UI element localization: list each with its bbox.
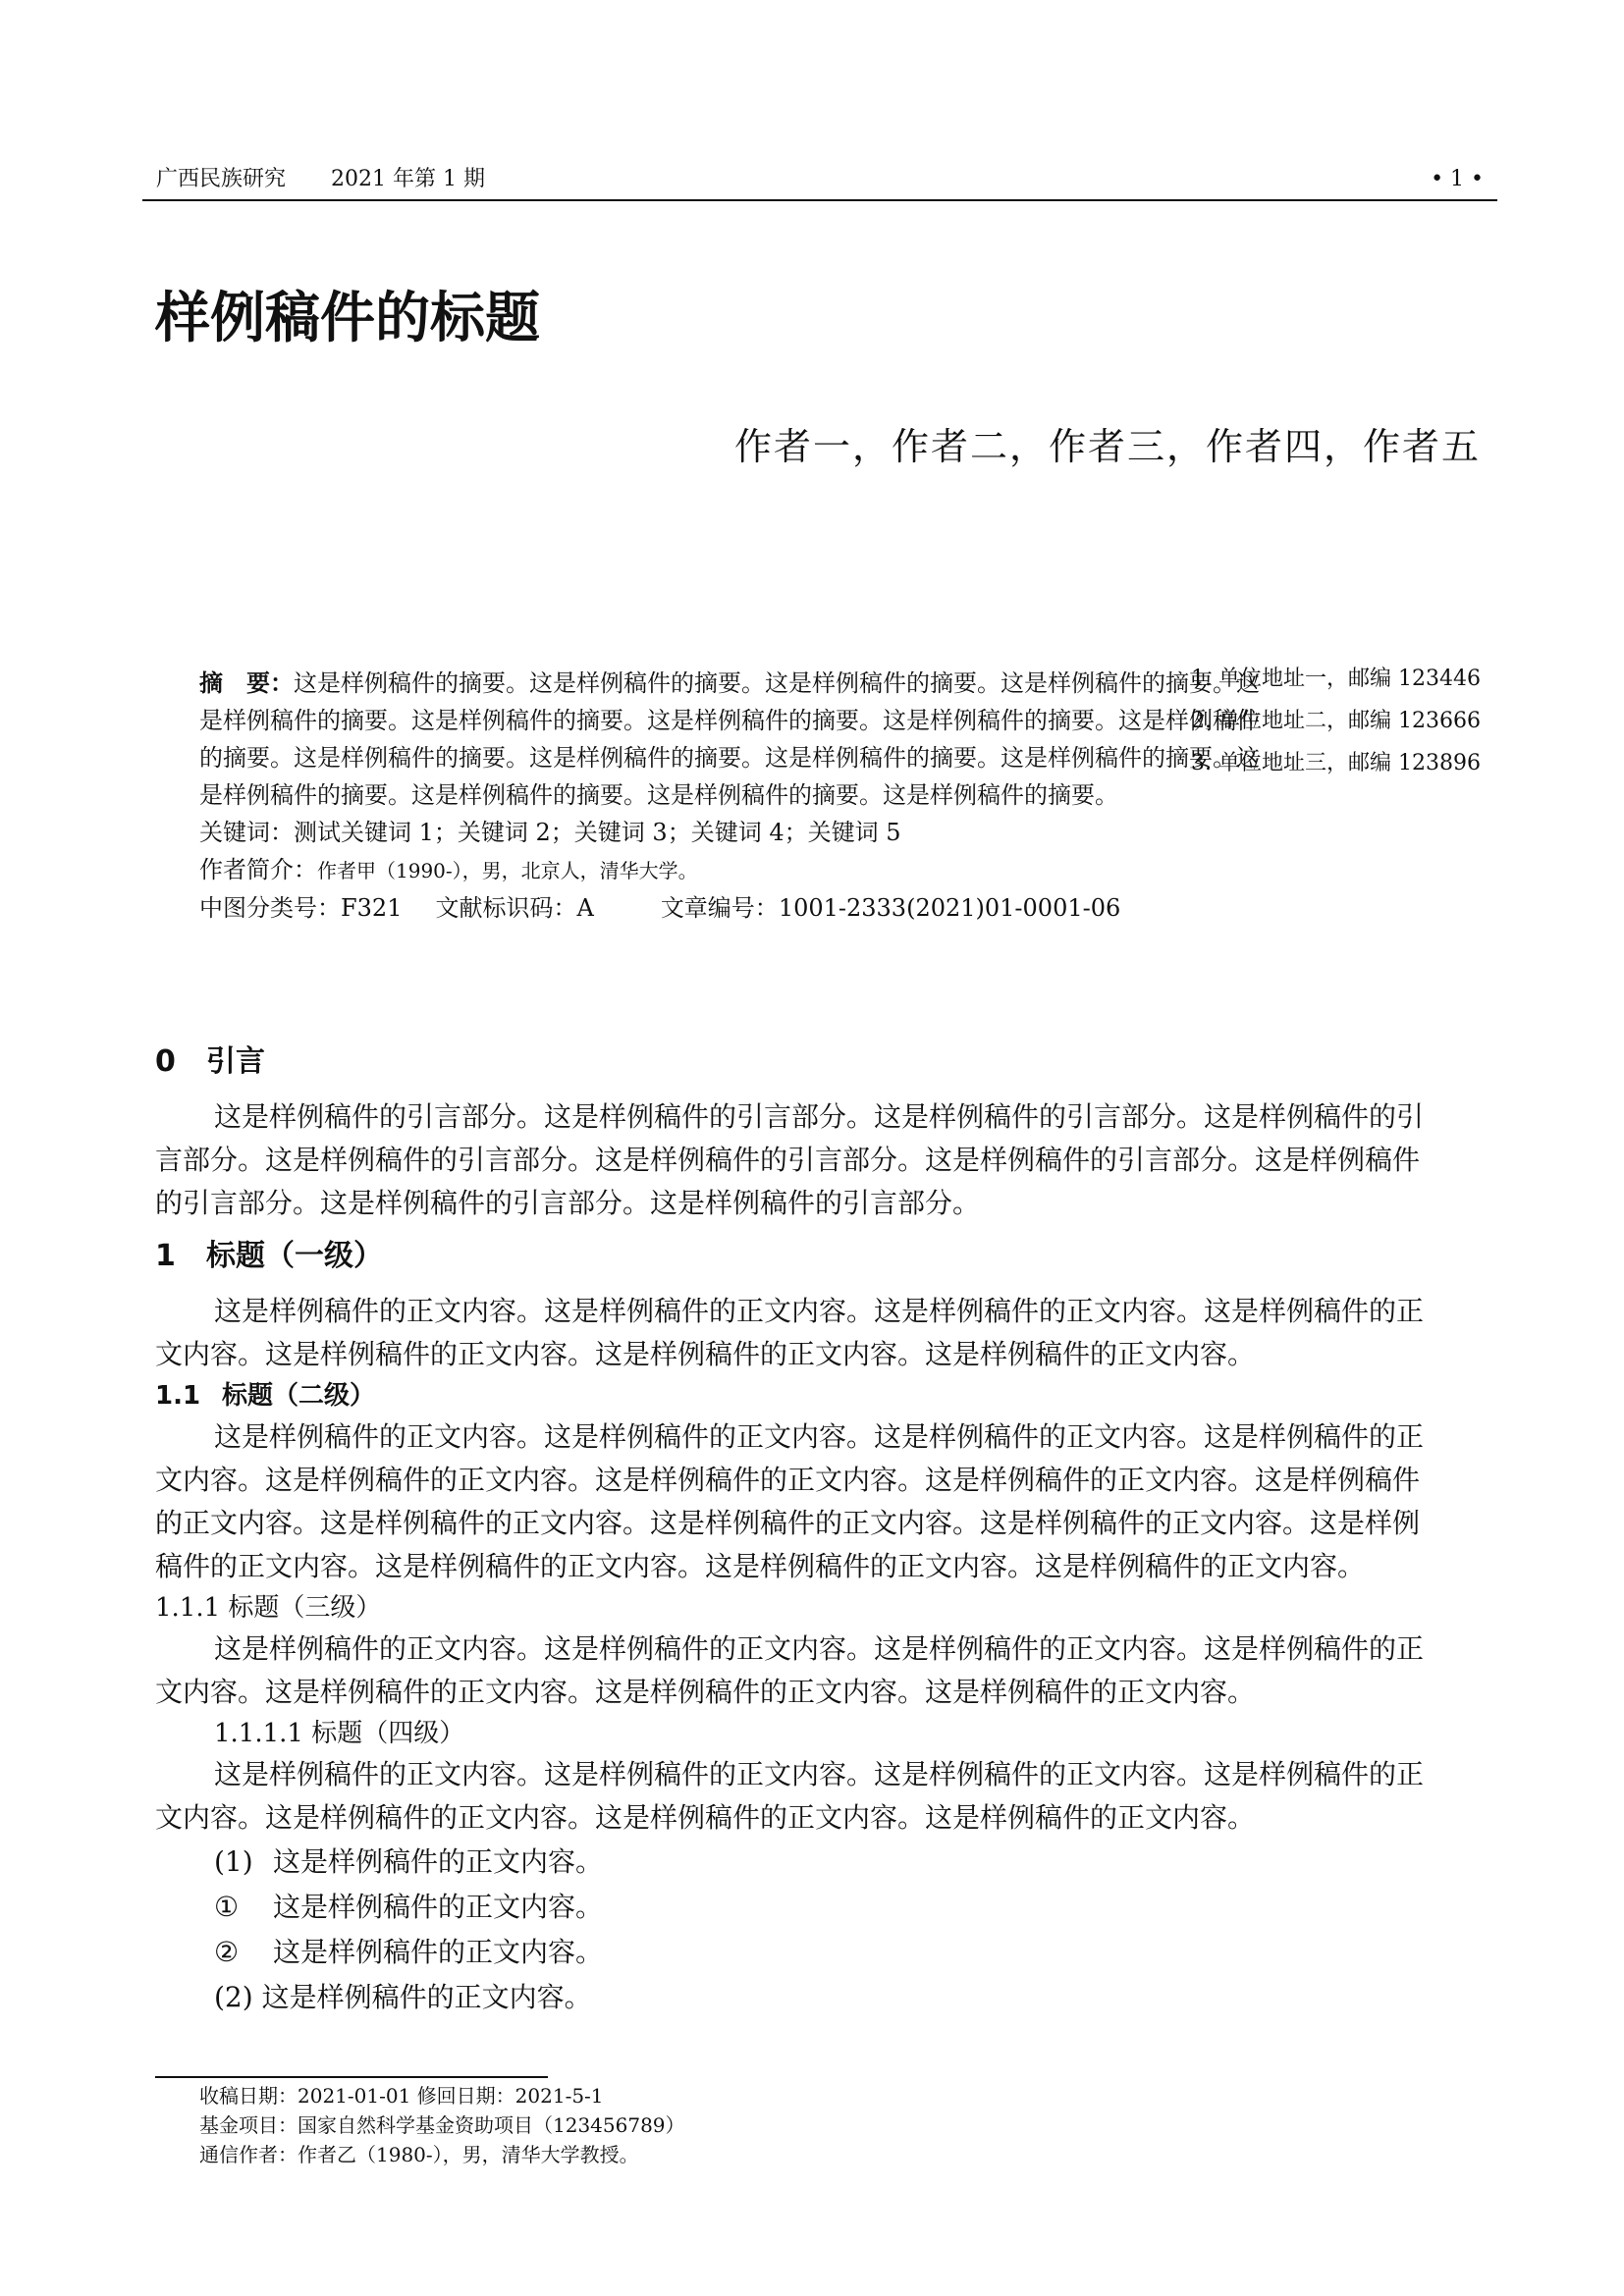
- abstract-block: [199, 665, 1441, 927]
- list-item-text: 这是样例稿件的正文内容。: [273, 1845, 604, 1878]
- section-heading-0: [155, 1041, 1483, 1084]
- section-heading-1: [155, 1235, 1483, 1278]
- paragraph-section-1-1: [155, 1415, 1483, 1588]
- doc-code-label: 文献标识码：: [435, 894, 577, 922]
- footnote-rule: [155, 2076, 548, 2078]
- footnote-dates: 收稿日期：2021-01-01 修回日期：2021-5-1: [199, 2084, 604, 2108]
- list-item: [155, 1885, 1483, 1930]
- abstract-label: 摘 要：: [199, 669, 294, 697]
- text-line: 的正文内容。这是样例稿件的正文内容。这是样例稿件的正文内容。这是样例稿件的正文内容。这是样例: [155, 1507, 1421, 1539]
- keywords-text: 测试关键词 1；关键词 2；关键词 3；关键词 4；关键词 5: [294, 819, 901, 846]
- footnote-funding: 基金项目：国家自然科学基金资助项目（123456789）: [199, 2113, 685, 2137]
- abstract: [199, 665, 1441, 814]
- section-heading-1-1-1: 1.1.1 标题（三级）: [155, 1593, 382, 1623]
- list-item-text: 这是样例稿件的正文内容。: [273, 1891, 604, 1923]
- abstract-line: 是样例稿件的摘要。这是样例稿件的摘要。这是样例稿件的摘要。这是样例稿件的摘要。这是样例稿件: [199, 707, 1260, 734]
- footnote-corresponding-author: 通信作者：作者乙（1980-），男，清华大学教授。: [199, 2143, 639, 2166]
- paragraph-section-1-1-1-1: [155, 1753, 1483, 1840]
- text-line: 的引言部分。这是样例稿件的引言部分。这是样例稿件的引言部分。: [155, 1187, 981, 1219]
- abstract-line: 的摘要。这是样例稿件的摘要。这是样例稿件的摘要。这是样例稿件的摘要。这是样例稿件的摘要。这: [199, 744, 1260, 772]
- section-heading-1-1-1-1: 1.1.1.1 标题（四级）: [214, 1719, 465, 1748]
- doc-code: A: [576, 894, 594, 922]
- list-item: [155, 1930, 1483, 1975]
- classification-line: [199, 889, 1441, 927]
- issue-number: 2021 年第 1 期: [331, 167, 485, 191]
- text-line: 文内容。这是样例稿件的正文内容。这是样例稿件的正文内容。这是样例稿件的正文内容。: [155, 1801, 1256, 1834]
- affiliation-3: 3. 单位地址三，邮编 123896: [1191, 751, 1481, 775]
- paragraph-intro: [155, 1095, 1483, 1225]
- keywords-label: 关键词：: [199, 819, 294, 846]
- text-line: 稿件的正文内容。这是样例稿件的正文内容。这是样例稿件的正文内容。这是样例稿件的正文内容。: [155, 1550, 1366, 1582]
- list-item: [155, 1975, 1483, 2020]
- list-marker: ①: [214, 1891, 240, 1923]
- paper-title: 样例稿件的标题: [155, 287, 540, 350]
- list-item: [155, 1840, 1483, 1885]
- text-line: 这是样例稿件的正文内容。这是样例稿件的正文内容。这是样例稿件的正文内容。这是样例稿件的正: [214, 1632, 1425, 1665]
- section-number: 0: [155, 1044, 176, 1079]
- section-title: 引言: [206, 1044, 265, 1079]
- text-line: 这是样例稿件的正文内容。这是样例稿件的正文内容。这是样例稿件的正文内容。这是样例稿件的正: [214, 1295, 1425, 1327]
- abstract-line: 这是样例稿件的摘要。这是样例稿件的摘要。这是样例稿件的摘要。这是样例稿件的摘要。这: [294, 669, 1260, 697]
- section-title: 标题（一级）: [206, 1239, 383, 1273]
- affiliation-1: 1. 单位地址一，邮编 123446: [1191, 667, 1481, 691]
- list-item-text: 这是样例稿件的正文内容。: [261, 1981, 592, 2013]
- author-bio-label: 作者简介：: [199, 856, 317, 883]
- list-marker: (2): [214, 1981, 253, 2013]
- author-list: 作者一，作者二，作者三，作者四，作者五: [733, 425, 1481, 468]
- article-number-label: 文章编号：: [660, 894, 779, 922]
- main-body: [155, 1041, 1483, 2020]
- header-rule: [142, 199, 1497, 201]
- text-line: 文内容。这是样例稿件的正文内容。这是样例稿件的正文内容。这是样例稿件的正文内容。: [155, 1676, 1256, 1708]
- text-line: 文内容。这是样例稿件的正文内容。这是样例稿件的正文内容。这是样例稿件的正文内容。这是样例稿件: [155, 1464, 1421, 1496]
- affiliation-2: 2. 单位地址二，邮编 123666: [1191, 709, 1481, 733]
- text-line: 言部分。这是样例稿件的引言部分。这是样例稿件的引言部分。这是样例稿件的引言部分。这是样例稿件: [155, 1144, 1421, 1176]
- text-line: 这是样例稿件的正文内容。这是样例稿件的正文内容。这是样例稿件的正文内容。这是样例稿件的正: [214, 1758, 1425, 1790]
- footnotes: [199, 2081, 685, 2169]
- section-heading-1-1: [155, 1376, 1483, 1415]
- journal-name: 广西民族研究: [156, 167, 287, 191]
- paragraph-section-1: [155, 1290, 1483, 1376]
- author-bio-text: 作者甲（1990-），男，北京人，清华大学。: [317, 859, 698, 882]
- text-line: 这是样例稿件的引言部分。这是样例稿件的引言部分。这是样例稿件的引言部分。这是样例稿件的引: [214, 1100, 1425, 1133]
- article-number: 1001-2333(2021)01-0001-06: [778, 894, 1121, 922]
- page-number: • 1 •: [1431, 167, 1484, 191]
- list-marker: ②: [214, 1936, 240, 1968]
- text-line: 这是样例稿件的正文内容。这是样例稿件的正文内容。这是样例稿件的正文内容。这是样例稿件的正: [214, 1420, 1425, 1453]
- paragraph-section-1-1-1: [155, 1628, 1483, 1714]
- text-line: 文内容。这是样例稿件的正文内容。这是样例稿件的正文内容。这是样例稿件的正文内容。: [155, 1338, 1256, 1370]
- section-title: 标题（二级）: [222, 1381, 376, 1411]
- author-bio: [199, 851, 1441, 889]
- clc-code: F321: [341, 894, 403, 922]
- keywords: [199, 814, 1441, 851]
- abstract-line: 是样例稿件的摘要。这是样例稿件的摘要。这是样例稿件的摘要。这是样例稿件的摘要。: [199, 781, 1118, 809]
- section-number: 1.1: [155, 1381, 201, 1411]
- list-marker: (1): [214, 1845, 253, 1878]
- clc-label: 中图分类号：: [199, 894, 341, 922]
- section-number: 1: [155, 1239, 176, 1273]
- list-item-text: 这是样例稿件的正文内容。: [273, 1936, 604, 1968]
